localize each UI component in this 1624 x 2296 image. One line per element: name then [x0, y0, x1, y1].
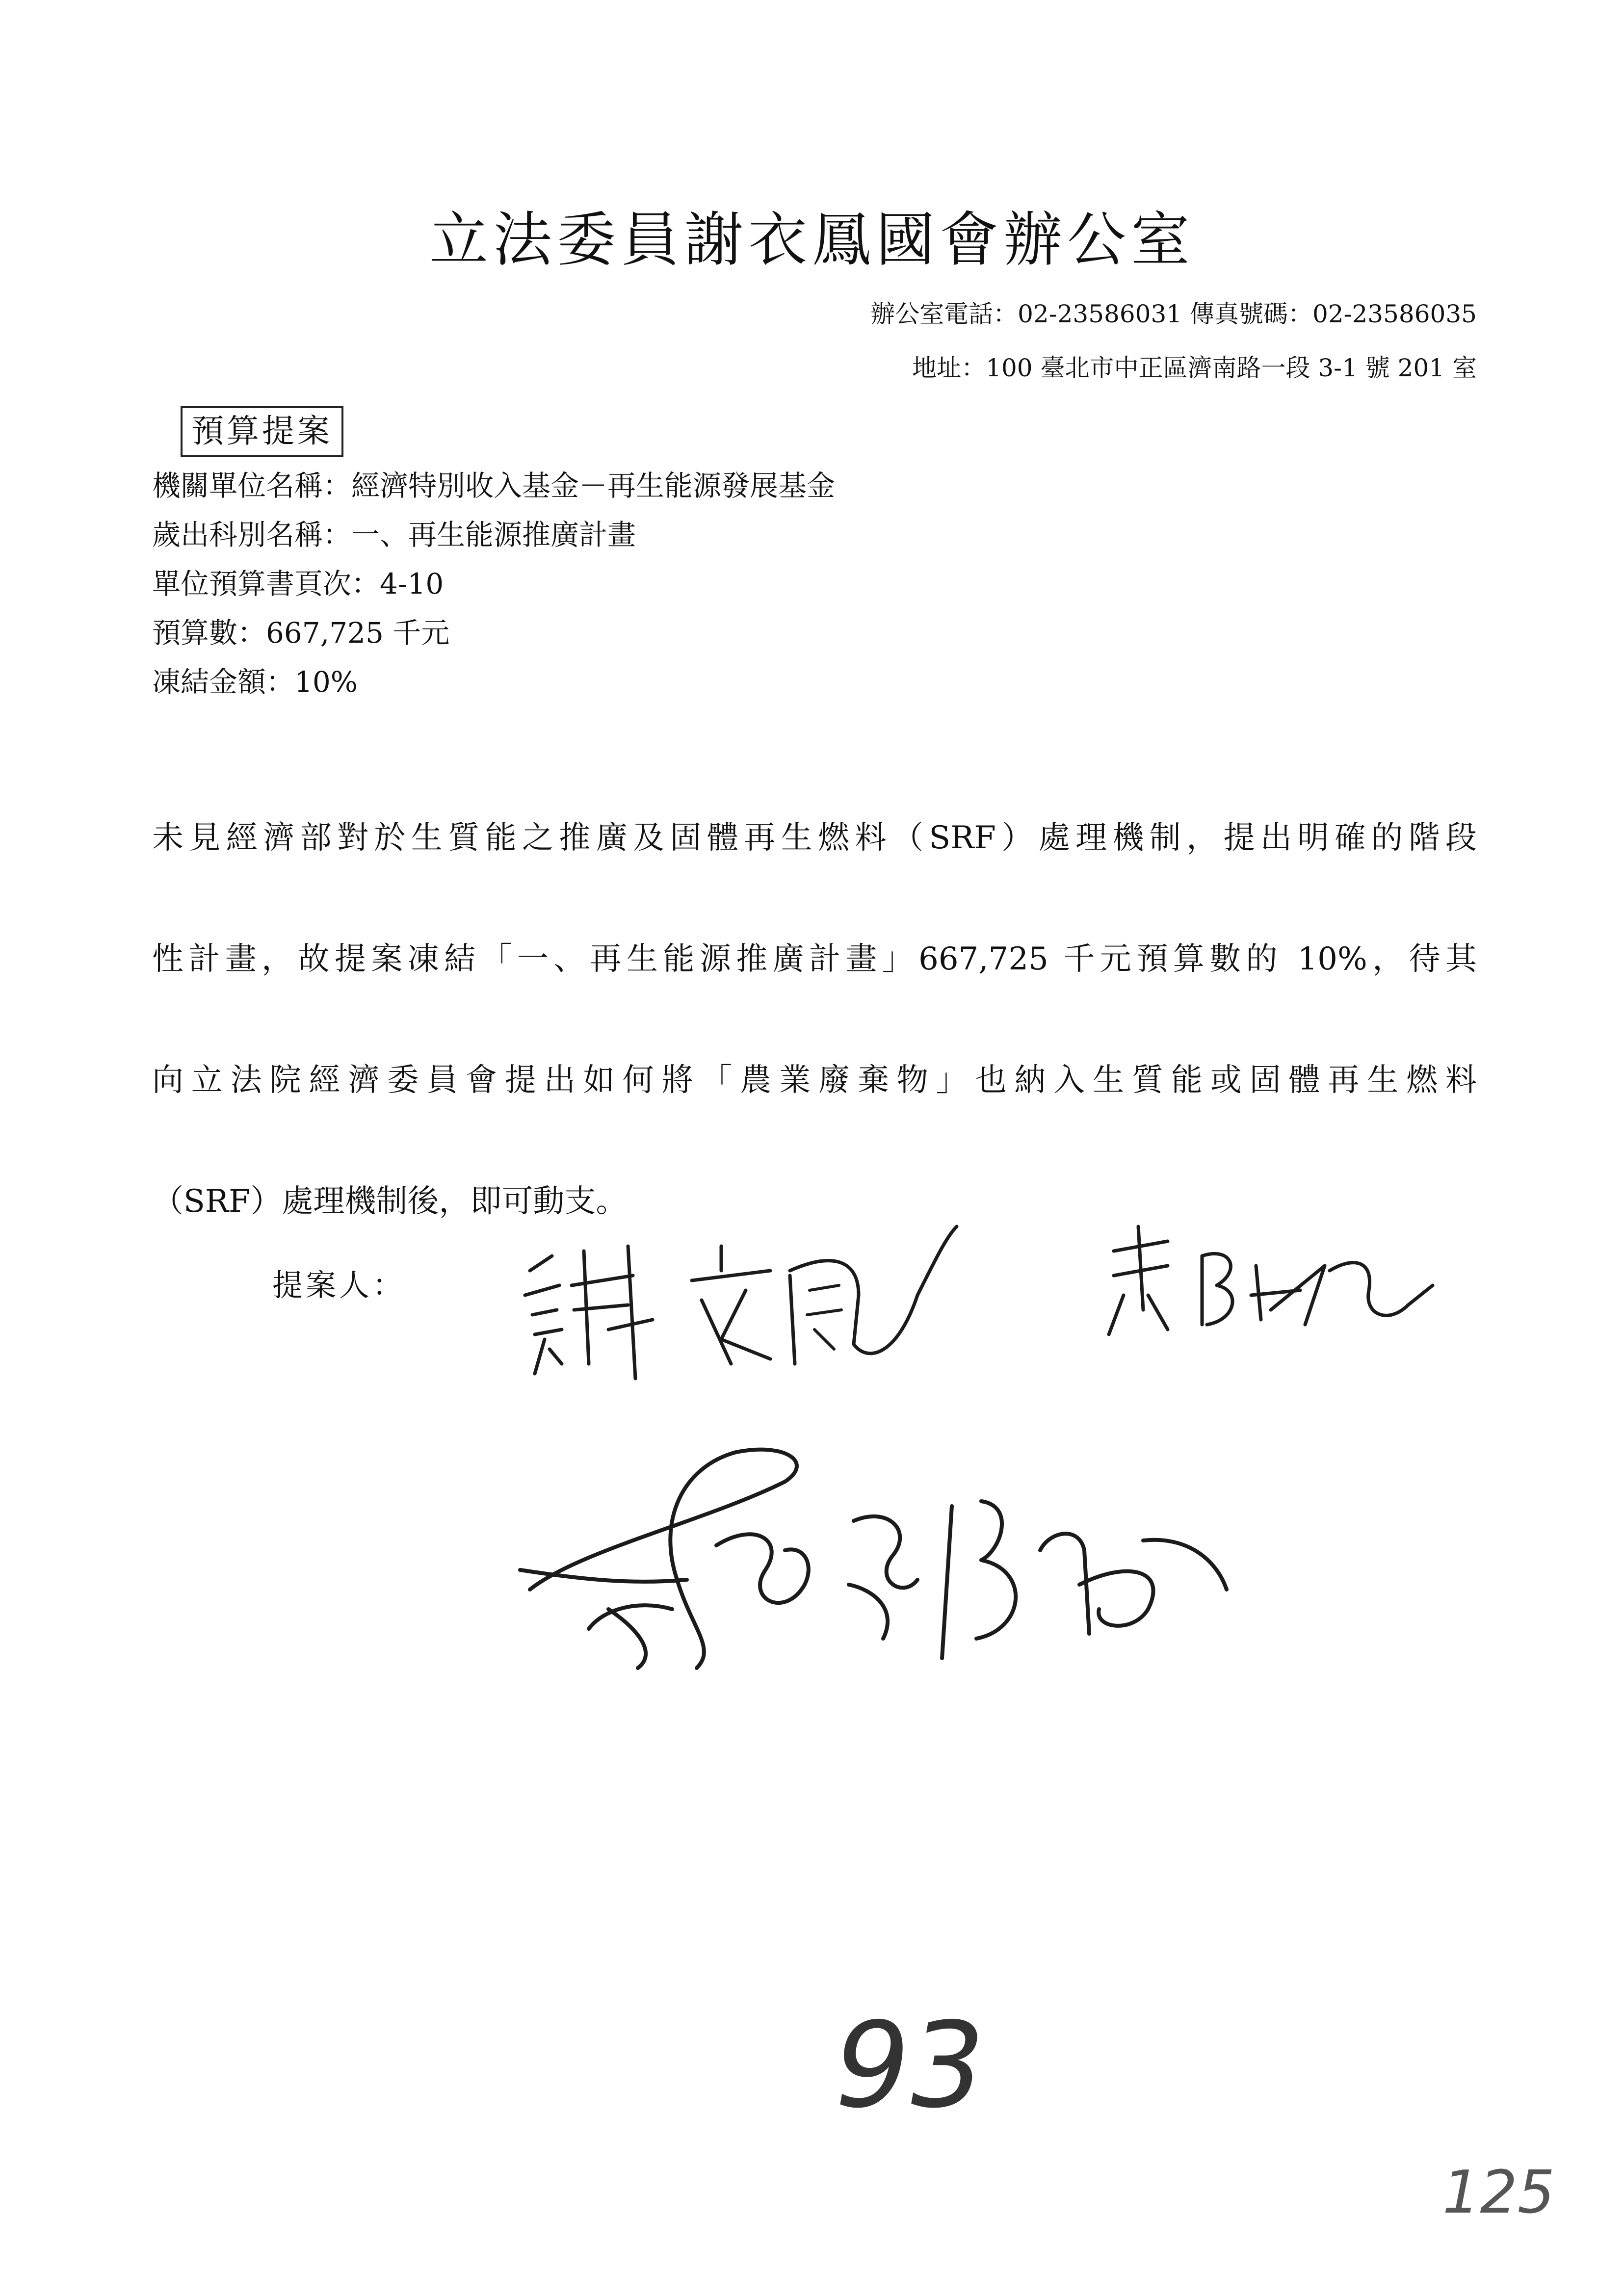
body-line: 向立法院經濟委員會提出如何將「農業廢棄物」也納入生質能或固體再生燃料	[152, 1062, 1477, 1098]
office-title: 立法委員謝衣鳳國會辦公室	[429, 206, 1195, 274]
body-line: 性計畫，故提案凍結「一、再生能源推廣計畫」667,725 千元預算數的 10%，待其	[152, 941, 1477, 977]
budget-page-ref: 單位預算書頁次：4-10	[152, 567, 444, 600]
body-line: （SRF）處理機制後，即可動支。	[152, 1183, 628, 1220]
agency-name: 機關單位名稱：經濟特別收入基金－再生能源發展基金	[152, 469, 836, 502]
page-number: 93	[822, 1997, 996, 2134]
freeze-amount: 凍結金額：10%	[152, 665, 358, 699]
signature-3	[510, 1423, 1276, 1678]
office-address: 地址：100 臺北市中正區濟南路一段 3-1 號 201 室	[912, 354, 1477, 382]
proposal-body	[152, 778, 1477, 1262]
budget-amount: 預算數：667,725 千元	[152, 616, 450, 650]
proposal-type-tag: 預算提案	[181, 406, 343, 457]
budget-meta	[152, 461, 835, 706]
signature-2	[1094, 1212, 1447, 1359]
body-line: 未見經濟部對於生質能之推廣及固體再生燃料（SRF）處理機制，提出明確的階段	[152, 820, 1477, 856]
corner-page-number: 125	[1442, 2159, 1555, 2227]
proposer-label: 提案人：	[272, 1267, 406, 1303]
account-name: 歲出科別名稱：一、再生能源推廣計畫	[152, 518, 636, 551]
office-phone-fax: 辦公室電話：02-23586031 傳真號碼：02-23586035	[870, 300, 1477, 328]
signature-1	[515, 1217, 981, 1393]
